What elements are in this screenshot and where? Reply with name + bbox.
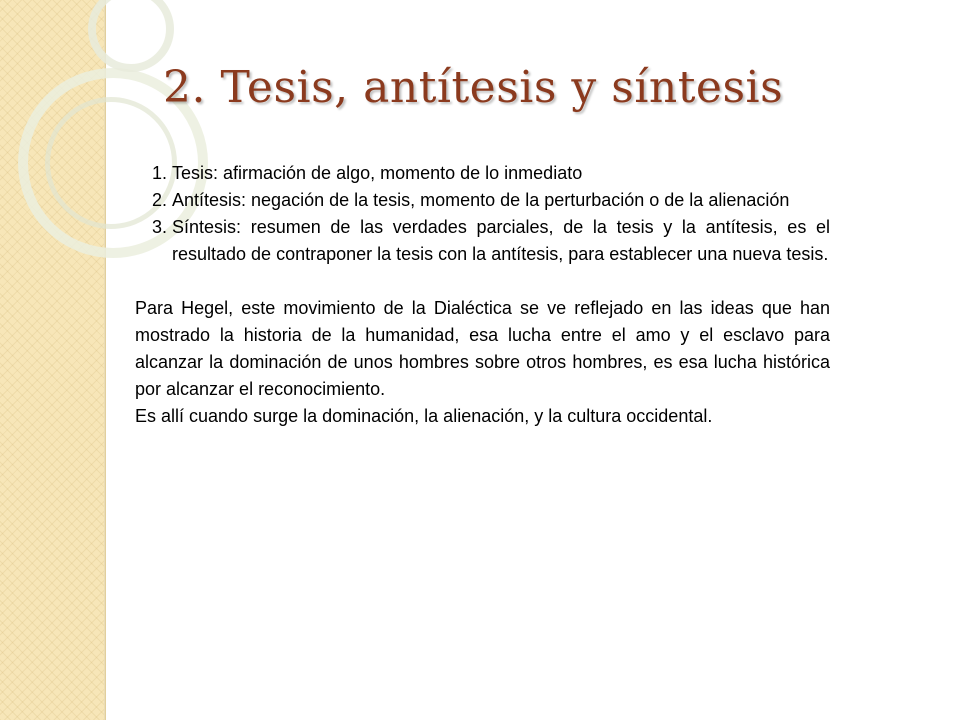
slide-body: [135, 160, 830, 430]
numbered-list: [135, 160, 830, 268]
slide-title: 2. Tesis, antítesis y síntesis: [163, 62, 784, 113]
list-item: 2. Antítesis: negación de la tesis, momento de la perturbación o de la alienación: [172, 187, 830, 214]
paragraph-conclusion: Es allí cuando surge la dominación, la alienación, y la cultura occidental.: [135, 406, 713, 426]
paragraph-hegel: Para Hegel, este movimiento de la Dialéctica se ve reflejado en las ideas que han mostrado la historia de la humanidad, esa lucha entre el amo y el esclavo para alcanzar la dominación de unos hombres sobre otros hombres, es esa lucha histórica por alcanzar el reconocimiento.: [135, 298, 830, 399]
list-item: 3. Síntesis: resumen de las verdades parciales, de la tesis y la antítesis, es el resultado de contraponer la tesis con la antítesis, para establecer una nueva tesis.: [172, 214, 830, 268]
spacer: [135, 268, 830, 295]
list-item: 1. Tesis: afirmación de algo, momento de lo inmediato: [172, 160, 830, 187]
